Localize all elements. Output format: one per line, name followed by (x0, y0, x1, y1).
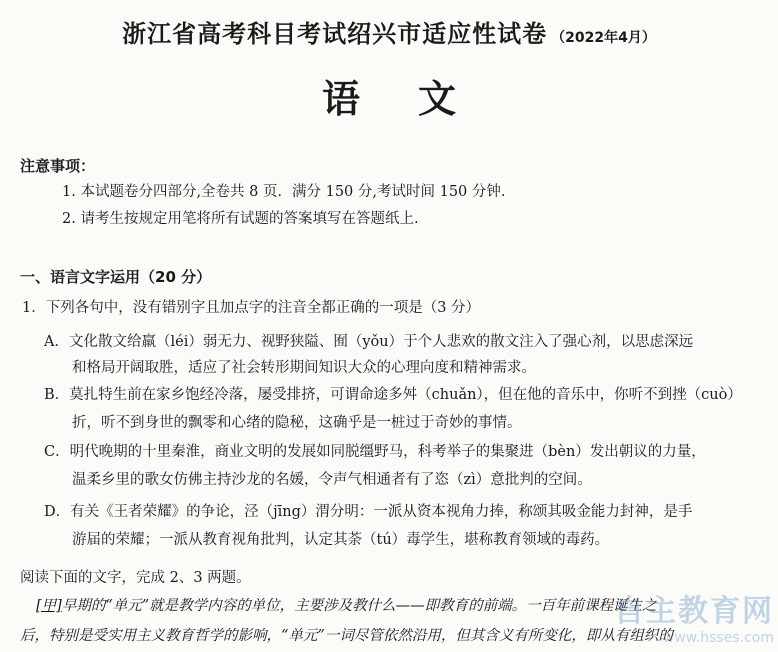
notice-item-2: 2. 请考生按规定用笔将所有试题的答案填写在答题纸上. (62, 211, 419, 227)
option-b-line-2: 折，听不到身世的飘零和心绪的隐秘，这确乎是一桩过于奇妙的事情。 (72, 415, 522, 431)
question-1: 1．下列各句中，没有错别字且加点字的注音全都正确的一项是（3 分） (22, 300, 481, 316)
passage-tag: [甲] (36, 598, 62, 614)
option-c-line-1: C．明代晚期的十里秦淮，商业文明的发展如同脱缰野马，科考举子的集聚进（bèn）发出朝议的力量， (44, 444, 706, 460)
exam-date: （2022年4月） (551, 30, 656, 46)
exam-header (0, 14, 778, 49)
option-a-line-2: 和格局开阔取胜，适应了社会转形期间知识大众的心理向度和精神需求。 (72, 360, 536, 376)
option-d-line-2: 游届的荣耀；一派从教育视角批判，认定其荼（tú）毒学生，堪称教育领域的毒药。 (72, 532, 610, 548)
exam-title: 浙江省高考科目考试绍兴市适应性试卷 (122, 20, 548, 48)
option-c-line-2: 温柔乡里的歌女仿佛主持沙龙的名媛，令声气相通者有了恣（zì）意批判的空间。 (72, 472, 592, 488)
watermark-url: www.hsses.com (662, 630, 774, 646)
subject-title: 语文 (321, 77, 514, 121)
notice-item-1: 1. 本试题卷分四部分,全卷共 8 页．满分 150 分,考试时间 150 分钟. (62, 184, 506, 200)
passage-line-1 (36, 594, 657, 615)
reading-intro: 阅读下面的文字，完成 2、3 两题。 (20, 570, 251, 586)
watermark (614, 586, 774, 646)
passage-line-2: 后，特别是受实用主义教育哲学的影响，“单元”一词尽管依然沿用，但其含义有所变化，即从有组织的 (20, 628, 673, 644)
watermark-logo-text: 自主教育网 (614, 594, 774, 629)
passage-text-1: 早期的“单元”就是教学内容的单位，主要涉及教什么——即教育的前端。一百年前课程诞生之 (61, 598, 657, 614)
section-heading: 一、语言文字运用（20 分） (20, 268, 212, 286)
option-a-line-1: A．文化散文给羸（léi）弱无力、视野狭隘、囿（yǒu）于个人悲欢的散文注入了强心剂，以思虑深远 (44, 334, 694, 350)
option-d-line-1: D．有关《王者荣耀》的争论，泾（jīng）渭分明：一派从资本视角力捧，称颂其吸金能力封神，是手 (44, 504, 693, 520)
notice-heading: 注意事项： (20, 157, 96, 175)
option-b-line-1: B．莫扎特生前在家乡饱经冷落，屡受排挤，可谓命途多舛（chuǎn），但在他的音乐中，你听不到挫（cuò） (44, 387, 742, 403)
